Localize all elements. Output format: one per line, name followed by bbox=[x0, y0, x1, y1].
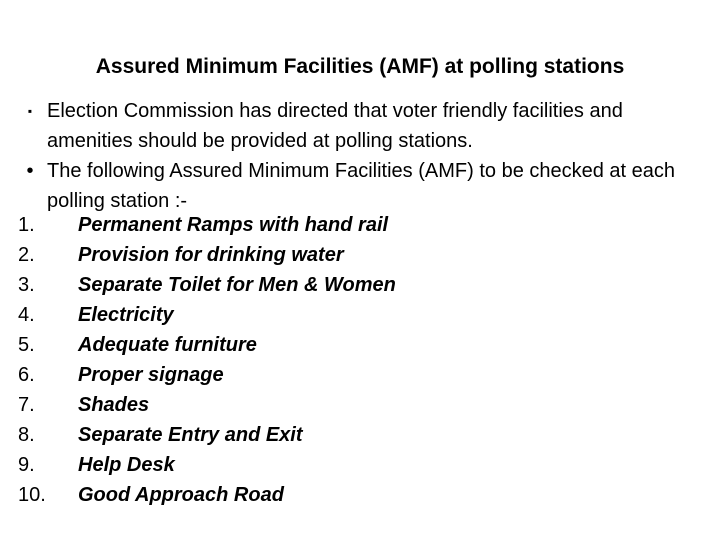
facility-item bbox=[18, 270, 708, 300]
round-bullet-icon: • bbox=[26, 160, 34, 182]
square-bullet-icon: ▪ bbox=[27, 104, 33, 118]
facility-number: 5. bbox=[18, 334, 35, 356]
facility-item bbox=[18, 390, 708, 420]
facility-label: Provision for drinking water bbox=[78, 244, 344, 266]
facility-label: Adequate furniture bbox=[78, 334, 257, 356]
facility-label: Shades bbox=[78, 394, 150, 416]
facility-number: 6. bbox=[18, 364, 35, 386]
bullet-text: Election Commission has directed that voter friendly facilities and amenities should be provided at polling stations. bbox=[47, 100, 623, 152]
slide-title: Assured Minimum Facilities (AMF) at polling stations bbox=[95, 55, 625, 78]
facility-item bbox=[18, 480, 708, 510]
facility-label: Electricity bbox=[78, 304, 174, 326]
facility-number: 3. bbox=[18, 274, 35, 296]
facility-label: Separate Entry and Exit bbox=[78, 424, 303, 446]
facility-item bbox=[18, 420, 708, 450]
bullet-item bbox=[18, 156, 708, 216]
facility-item bbox=[18, 210, 708, 240]
facility-item bbox=[18, 330, 708, 360]
facility-item bbox=[18, 360, 708, 390]
facility-label: Separate Toilet for Men & Women bbox=[78, 274, 396, 296]
facility-item bbox=[18, 450, 708, 480]
facility-number: 1. bbox=[18, 214, 35, 236]
facility-label: Proper signage bbox=[78, 364, 224, 386]
facility-label: Permanent Ramps with hand rail bbox=[78, 214, 389, 236]
facility-label: Good Approach Road bbox=[78, 484, 284, 506]
facility-item bbox=[18, 300, 708, 330]
bullet-text: The following Assured Minimum Facilities (AMF) to be checked at each polling station :- bbox=[47, 160, 676, 212]
facility-number: 10. bbox=[18, 484, 46, 506]
facility-number: 4. bbox=[18, 304, 35, 326]
facility-number: 9. bbox=[18, 454, 35, 476]
facility-number: 8. bbox=[18, 424, 35, 446]
bullet-item bbox=[18, 96, 708, 156]
bullet-list bbox=[18, 96, 708, 216]
facility-number: 7. bbox=[18, 394, 35, 416]
facility-number: 2. bbox=[18, 244, 35, 266]
facility-label: Help Desk bbox=[78, 454, 175, 476]
facility-item bbox=[18, 240, 708, 270]
facilities-list bbox=[18, 210, 708, 510]
